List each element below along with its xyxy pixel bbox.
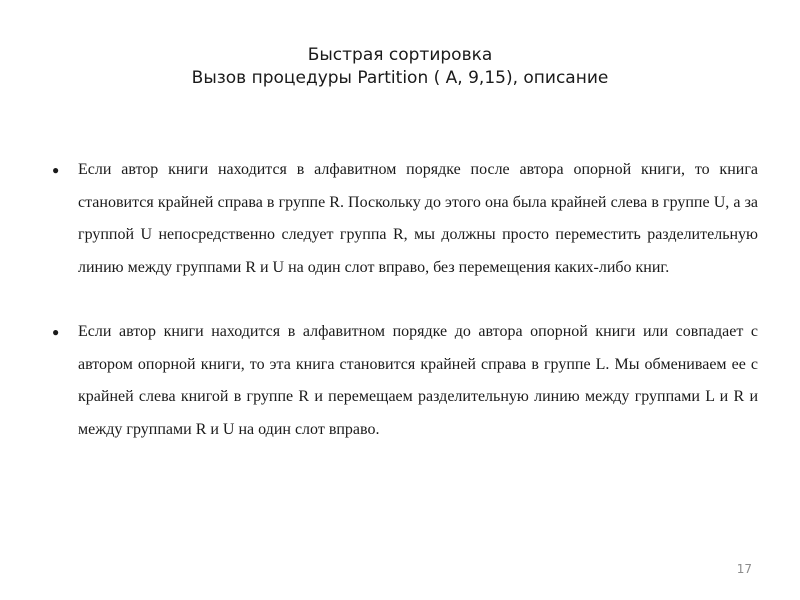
slide-title-line-2: Вызов процедуры Partition ( A, 9,15), описание bbox=[191, 68, 609, 88]
bullet-item-2 bbox=[50, 316, 758, 446]
bullet-dot-icon: ● bbox=[52, 163, 60, 177]
bullet-text-1: Если автор книги находится в алфавитном порядке после автора опорной книги, то книга становится крайней справа в группе R. Поскольку до этого она была крайней слева в группе U, а за группой U непосредственно следует группа R, мы должны просто переместить разделительную линию между группами R и U на один слот вправо, без перемещения каких-либо книг. bbox=[78, 161, 758, 276]
slide-title bbox=[0, 44, 800, 90]
bullet-list bbox=[50, 154, 758, 446]
page-number: 17 bbox=[736, 562, 752, 576]
bullet-text-2: Если автор книги находится в алфавитном порядке до автора опорной книги или совпадает с автором опорной книги, то эта книга становится крайней справа в группе L. Мы обмениваем ее с крайней слева книгой в группе R и перемещаем разделительную линию между группами L и R и между группами R и U на один слот вправо. bbox=[78, 323, 758, 438]
slide-title-line-1: Быстрая сортировка bbox=[307, 45, 493, 65]
bullet-item-1 bbox=[50, 154, 758, 284]
bullet-dot-icon: ● bbox=[52, 325, 60, 339]
